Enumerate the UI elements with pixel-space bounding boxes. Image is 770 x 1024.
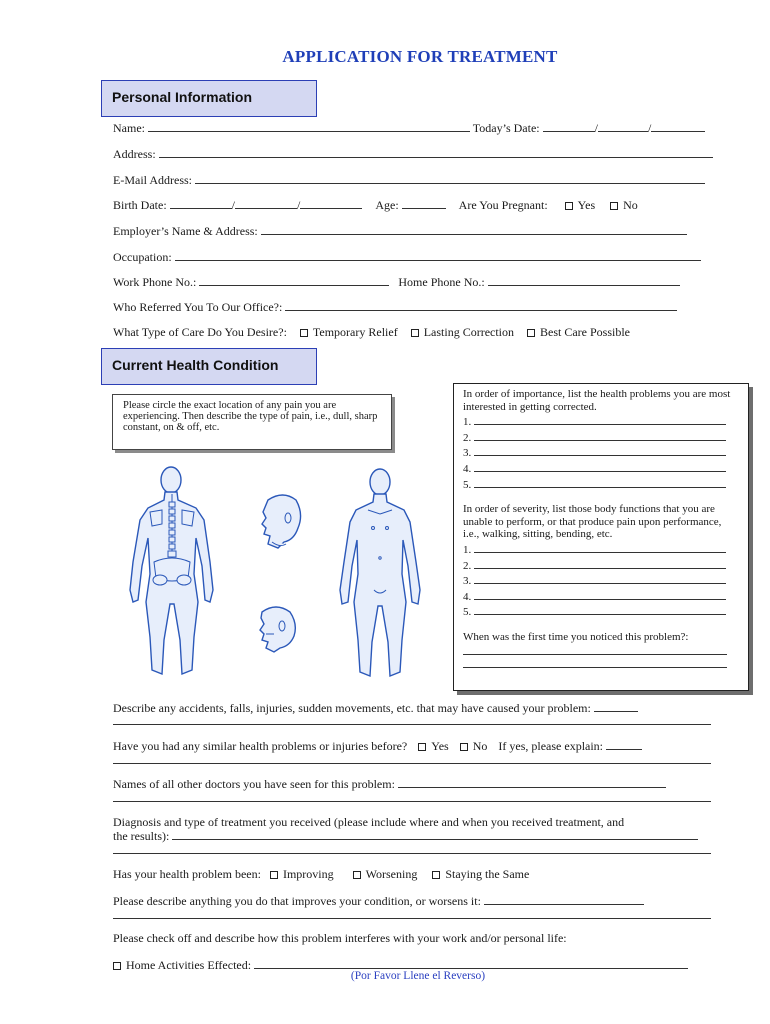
improves-field[interactable] bbox=[484, 893, 644, 905]
improves-field-line-2[interactable] bbox=[113, 917, 711, 919]
address-label: Address: bbox=[113, 147, 156, 161]
birth-day-field[interactable] bbox=[235, 197, 297, 209]
birth-year-field[interactable] bbox=[300, 197, 362, 209]
employer-label: Employer’s Name & Address: bbox=[113, 224, 258, 238]
similar-no-checkbox[interactable] bbox=[460, 743, 468, 751]
phone-row bbox=[113, 274, 680, 290]
pregnant-yes-checkbox[interactable] bbox=[565, 202, 573, 210]
importance-field-3[interactable] bbox=[474, 444, 726, 456]
similar-no-label: No bbox=[472, 739, 488, 753]
similar-yes-checkbox[interactable] bbox=[418, 743, 426, 751]
accidents-field-line-2[interactable] bbox=[113, 723, 711, 725]
work-phone-label: Work Phone No.: bbox=[113, 275, 197, 289]
name-label: Name: bbox=[113, 121, 145, 135]
diagnosis-row-2 bbox=[113, 828, 698, 844]
home-phone-label: Home Phone No.: bbox=[398, 275, 485, 289]
severity-field-1[interactable] bbox=[474, 541, 726, 553]
diagnosis-field[interactable] bbox=[172, 828, 698, 840]
pregnant-no-label: No bbox=[623, 198, 638, 212]
employer-row bbox=[113, 223, 687, 239]
occupation-row bbox=[113, 249, 701, 265]
pregnant-label: Are You Pregnant: bbox=[458, 198, 548, 212]
similar-explain-label: If yes, please explain: bbox=[498, 739, 604, 753]
care-type-label: What Type of Care Do You Desire?: bbox=[113, 325, 287, 339]
first-time-field-2[interactable] bbox=[463, 655, 727, 668]
severity-num-1: 1. bbox=[463, 543, 472, 556]
health-problems-box bbox=[453, 383, 749, 691]
head-side-view-bottom[interactable] bbox=[260, 607, 295, 652]
email-row bbox=[113, 172, 705, 188]
pain-instructions-box: Please circle the exact location of any pain you are experiencing. Then describe the type of pain, i.e., dull, sharp constant, on & off, etc. bbox=[112, 394, 392, 450]
similar-label: Have you had any similar health problems or injuries before? bbox=[113, 739, 408, 753]
severity-num-5: 5. bbox=[463, 606, 472, 619]
personal-info-header: Personal Information bbox=[101, 80, 317, 117]
severity-field-2[interactable] bbox=[474, 557, 726, 569]
importance-num-3: 3. bbox=[463, 447, 472, 460]
importance-field-1[interactable] bbox=[474, 413, 726, 425]
spine bbox=[168, 502, 176, 557]
worsening-label: Worsening bbox=[365, 867, 418, 881]
work-phone-field[interactable] bbox=[199, 274, 389, 286]
importance-num-2: 2. bbox=[463, 431, 472, 444]
severity-field-3[interactable] bbox=[474, 572, 726, 584]
first-time-prompt: When was the first time you noticed this problem?: bbox=[463, 630, 689, 643]
problem-been-label: Has your health problem been: bbox=[113, 867, 261, 881]
staying-same-label: Staying the Same bbox=[445, 867, 530, 881]
accidents-label: Describe any accidents, falls, injuries, sudden movements, etc. that may have caused your problem: bbox=[113, 701, 591, 715]
first-time-field-1[interactable] bbox=[463, 644, 727, 655]
severity-prompt: In order of severity, list those body functions that you are unable to perform, or that produce pain upon performance, i.e., walking, sitting, bending, etc. bbox=[463, 503, 722, 541]
name-field[interactable] bbox=[148, 120, 470, 132]
similar-explain-field[interactable] bbox=[606, 738, 642, 750]
importance-field-4[interactable] bbox=[474, 460, 726, 472]
employer-field[interactable] bbox=[261, 223, 687, 235]
severity-num-4: 4. bbox=[463, 590, 472, 603]
importance-prompt: In order of importance, list the health problems you are most interested in getting corrected. bbox=[463, 388, 731, 413]
diagnosis-label-1: Diagnosis and type of treatment you received (please include where and when you received treatment, and bbox=[113, 815, 625, 829]
similar-row bbox=[113, 738, 642, 754]
care-row bbox=[113, 325, 630, 340]
severity-num-3: 3. bbox=[463, 575, 472, 588]
doctors-row bbox=[113, 776, 666, 792]
footer-note: (Por Favor Llene el Reverso) bbox=[350, 970, 486, 982]
importance-num-5: 5. bbox=[463, 478, 472, 491]
staying-same-checkbox[interactable] bbox=[432, 871, 440, 879]
doctors-label: Names of all other doctors you have seen for this problem: bbox=[113, 777, 395, 791]
accidents-row bbox=[113, 700, 638, 716]
health-condition-header: Current Health Condition bbox=[101, 348, 317, 385]
similar-field-line-2[interactable] bbox=[113, 762, 711, 764]
home-phone-field[interactable] bbox=[488, 274, 680, 286]
care-lasting-label: Lasting Correction bbox=[423, 325, 515, 339]
doctors-field-line-2[interactable] bbox=[113, 800, 711, 802]
date-month-field[interactable] bbox=[543, 120, 595, 132]
care-temporary-label: Temporary Relief bbox=[312, 325, 398, 339]
improving-label: Improving bbox=[282, 867, 334, 881]
importance-num-4: 4. bbox=[463, 462, 472, 475]
care-best-checkbox[interactable] bbox=[527, 329, 535, 337]
problem-been-row bbox=[113, 867, 529, 882]
home-activities-checkbox[interactable] bbox=[113, 962, 121, 970]
birth-date-label: Birth Date: bbox=[113, 198, 167, 212]
name-row: Name: Today’s Date: / / bbox=[113, 120, 705, 136]
occupation-field[interactable] bbox=[175, 249, 701, 261]
pregnant-no-checkbox[interactable] bbox=[610, 202, 618, 210]
body-diagram[interactable] bbox=[118, 462, 428, 684]
address-row bbox=[113, 146, 713, 162]
referred-label: Who Referred You To Our Office?: bbox=[113, 300, 283, 314]
importance-field-2[interactable] bbox=[474, 429, 726, 441]
front-view-figure[interactable] bbox=[340, 469, 420, 676]
accidents-field[interactable] bbox=[594, 700, 638, 712]
interferes-label: Please check off and describe how this problem interferes with your work and/or personal life: bbox=[113, 931, 567, 945]
care-best-label: Best Care Possible bbox=[540, 325, 631, 339]
email-field[interactable] bbox=[195, 172, 705, 184]
importance-num-1: 1. bbox=[463, 416, 472, 429]
page-title: APPLICATION FOR TREATMENT bbox=[282, 47, 558, 66]
severity-field-5[interactable] bbox=[474, 603, 726, 615]
similar-yes-label: Yes bbox=[431, 739, 449, 753]
importance-field-5[interactable] bbox=[474, 476, 726, 488]
pregnant-yes-label: Yes bbox=[577, 198, 596, 212]
home-activities-field[interactable] bbox=[254, 957, 688, 969]
improving-checkbox[interactable] bbox=[270, 871, 278, 879]
date-day-field[interactable] bbox=[598, 120, 648, 132]
birth-row: Birth Date: / / Age: Are You Pregnant: Yes No bbox=[113, 198, 638, 212]
diagnosis-label-2: the results): bbox=[113, 829, 170, 843]
age-field[interactable] bbox=[402, 197, 446, 209]
address-field[interactable] bbox=[159, 146, 713, 158]
back-view-figure[interactable] bbox=[130, 467, 213, 674]
head-side-view-top[interactable] bbox=[262, 495, 301, 548]
referred-field[interactable] bbox=[285, 299, 677, 311]
worsening-checkbox[interactable] bbox=[353, 871, 361, 879]
care-temporary-checkbox[interactable] bbox=[300, 329, 308, 337]
todays-date-label: Today’s Date: bbox=[472, 121, 540, 135]
occupation-label: Occupation: bbox=[113, 250, 172, 264]
severity-field-4[interactable] bbox=[474, 588, 726, 600]
doctors-field[interactable] bbox=[398, 776, 666, 788]
date-year-field[interactable] bbox=[651, 120, 705, 132]
care-lasting-checkbox[interactable] bbox=[411, 329, 419, 337]
email-label: E-Mail Address: bbox=[113, 173, 192, 187]
age-label: Age: bbox=[375, 198, 399, 212]
referred-row bbox=[113, 299, 677, 315]
improves-label: Please describe anything you do that improves your condition, or worsens it: bbox=[113, 894, 481, 908]
home-activities-label: Home Activities Effected: bbox=[126, 958, 252, 972]
improves-row bbox=[113, 893, 644, 909]
diagnosis-field-line-2[interactable] bbox=[113, 852, 711, 854]
birth-month-field[interactable] bbox=[170, 197, 232, 209]
severity-num-2: 2. bbox=[463, 559, 472, 572]
